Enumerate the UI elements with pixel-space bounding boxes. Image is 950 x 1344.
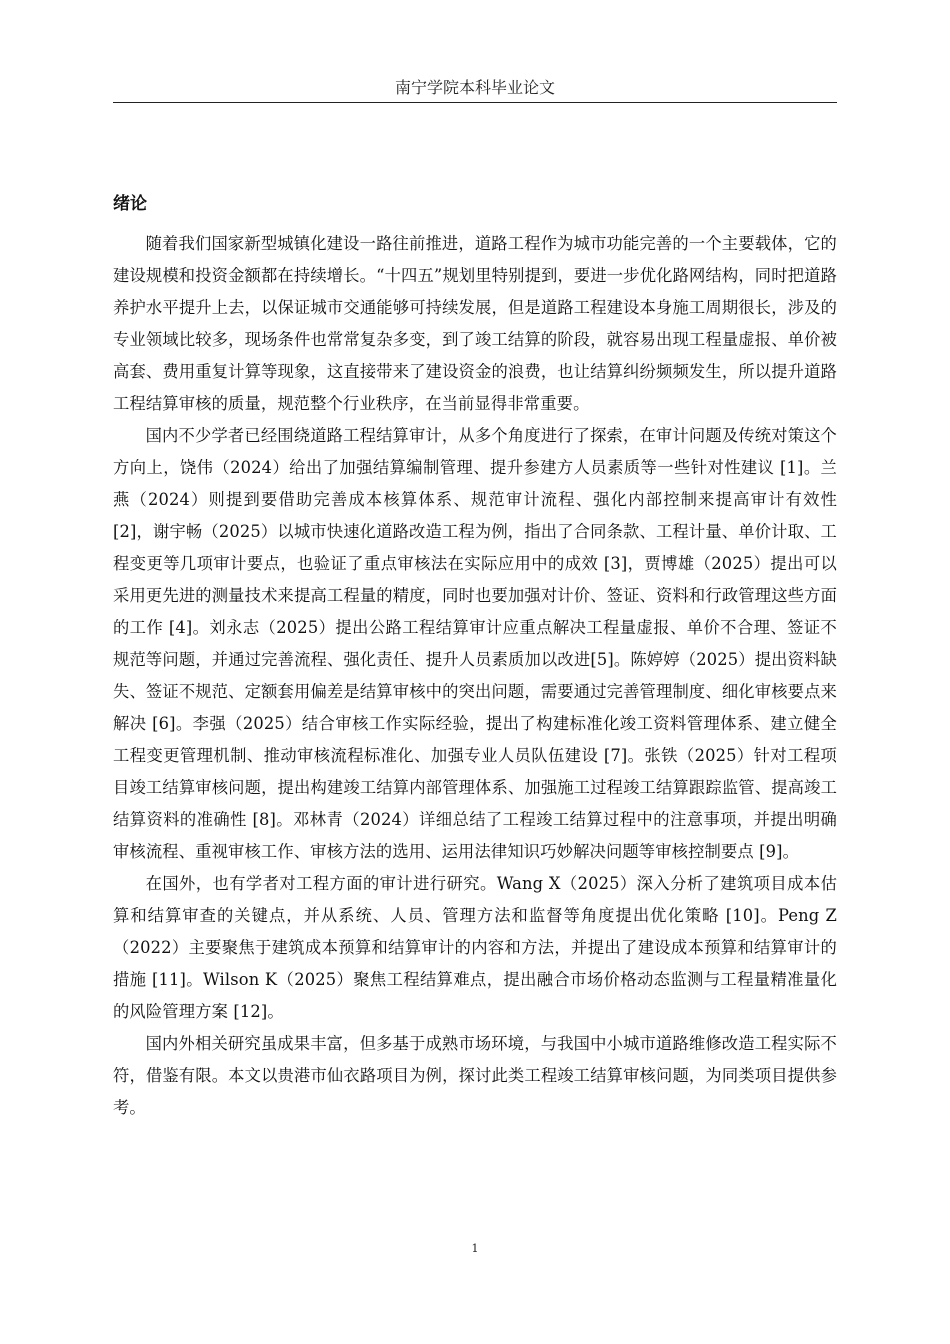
document-body — [113, 189, 837, 1124]
paragraph-summary: 国内外相关研究虽成果丰富，但多基于成熟市场环境，与我国中小城市道路维修改造工程实际不符，借鉴有限。本文以贵港市仙衣路项目为例，探讨此类工程竣工结算审核问题，为同类项目提供参考。 — [113, 1034, 837, 1117]
page-number: 1 — [471, 1242, 479, 1255]
paragraph-domestic-research: 国内不少学者已经围绕道路工程结算审计，从多个角度进行了探索，在审计问题及传统对策这个方向上，饶伟（2024）给出了加强结算编制管理、提升参建方人员素质等一些针对性建议 [1]。兰燕（2024）则提到要借助完善成本核算体系、规范审计流程、强化内部控制来提高审计有效性 [2]，谢宇畅（2025）以城市快速化道路改造工程为例，指出了合同条款、工程计量、单价计取、工程变更等几项审计要点，也验证了重点审核法在实际应用中的成效 [3]，贾博雄（2025）提出可以采用更先进的测量技术来提高工程量的精度，同时也要加强对计价、签证、资料和行政管理这些方面的工作 [4]。刘永志（2025）提出公路工程结算审计应重点解决工程量虚报、单价不合理、签证不规范等问题，并通过完善流程、强化责任、提升人员素质加以改进[5]。陈婷婷（2025）提出资料缺失、签证不规范、定额套用偏差是结算审核中的突出问题，需要通过完善管理制度、细化审核要点来解决 [6]。李强（2025）结合审核工作实际经验，提出了构建标准化竣工资料管理体系、建立健全工程变更管理机制、推动审核流程标准化、加强专业人员队伍建设 [7]。张铁（2025）针对工程项目竣工结算审核问题，提出构建竣工结算内部管理体系、加强施工过程竣工结算跟踪监管、提高竣工结算资料的准确性 [8]。邓林青（2024）详细总结了工程竣工结算过程中的注意事项，并提出明确审核流程、重视审核工作、审核方法的选用、运用法律知识巧妙解决问题等审核控制要点 [9]。 — [113, 426, 837, 861]
paragraph-intro: 随着我们国家新型城镇化建设一路往前推进，道路工程作为城市功能完善的一个主要载体，它的建设规模和投资金额都在持续增长。“十四五”规划里特别提到，要进一步优化路网结构，同时把道路养护水平提升上去，以保证城市交通能够可持续发展，但是道路工程建设本身施工周期很长，涉及的专业领域比较多，现场条件也常常复杂多变，到了竣工结算的阶段，就容易出现工程量虚报、单价被高套、费用重复计算等现象，这直接带来了建设资金的浪费，也让结算纠纷频频发生，所以提升道路工程结算审核的质量，规范整个行业秩序，在当前显得非常重要。 — [113, 234, 837, 413]
paragraph-foreign-research: 在国外，也有学者对工程方面的审计进行研究。Wang X（2025）深入分析了建筑项目成本估算和结算审查的关键点，并从系统、人员、管理方法和监督等角度提出优化策略 [10]。Peng Z（2022）主要聚焦于建筑成本预算和结算审计的内容和方法，并提出了建设成本预算和结算审计的措施 [11]。Wilson K（2025）聚焦工程结算难点，提出融合市场价格动态监测与工程量精准量化的风险管理方案 [12]。 — [113, 874, 837, 1021]
section-heading: 绪论 — [113, 194, 147, 214]
page-header: 南宁学院本科毕业论文 — [113, 74, 837, 103]
